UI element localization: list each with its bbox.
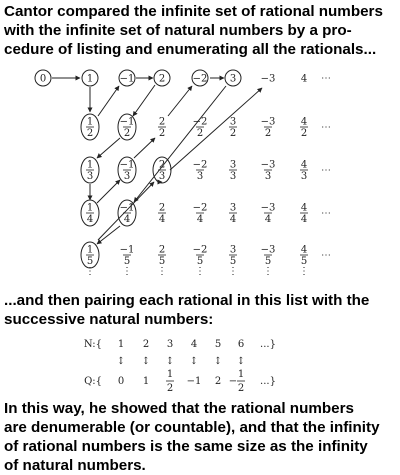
integer-cell: −2	[192, 73, 208, 85]
fraction-denominator: 2	[196, 128, 204, 139]
fraction-denominator: 3	[196, 171, 204, 182]
rationals-enumeration-grid	[0, 60, 400, 290]
integer-cell: −1	[119, 73, 135, 85]
pairing-arrow: ↕	[141, 356, 151, 367]
rational-value: −1	[186, 376, 202, 387]
fraction-denominator: 2	[158, 128, 166, 139]
fraction-numerator: 3	[229, 116, 237, 128]
row-ellipsis: ⋯	[321, 208, 331, 219]
middle-line-2: successive natural numbers:	[4, 311, 214, 328]
column-vdots: ⋮	[299, 266, 309, 277]
rational-numerator: 1	[166, 369, 174, 380]
intro-text	[4, 2, 398, 59]
natural-value: 3	[166, 339, 174, 350]
column-vdots: ⋮	[228, 266, 238, 277]
fraction-denominator: 5	[158, 256, 166, 267]
fraction-numerator: −3	[260, 116, 276, 128]
pairing-arrow: ↕	[236, 356, 246, 367]
row-ellipsis: ⋯	[321, 122, 331, 133]
column-vdots: ⋮	[85, 266, 95, 277]
middle-line-1: ...and then pairing each rational in this list with the	[4, 292, 370, 309]
fraction-denominator: 5	[264, 256, 272, 267]
integer-cell: −3	[260, 73, 276, 85]
rational-cells	[35, 70, 331, 277]
fraction-numerator: 2	[158, 202, 166, 214]
path-arrow	[133, 85, 155, 116]
column-vdots: ⋮	[122, 266, 132, 277]
intro-line-1: Cantor compared the infinite set of rational numbers	[4, 3, 383, 20]
fraction-denominator: 2	[264, 128, 272, 139]
conclusion-line-4: of natural numbers.	[4, 457, 146, 474]
fraction-numerator: 4	[300, 116, 308, 128]
fraction-denominator: 5	[123, 256, 131, 267]
conclusion-text	[4, 399, 398, 475]
fraction-numerator: 3	[229, 202, 237, 214]
path-arrow	[134, 86, 226, 202]
rational-denominator: 2	[166, 383, 174, 394]
fraction-denominator: 3	[158, 171, 166, 182]
integer-cell: 3	[229, 73, 237, 85]
fraction-denominator: 4	[86, 214, 94, 225]
rational-sign: −	[228, 376, 238, 387]
fraction-denominator: 4	[229, 214, 237, 225]
fraction-numerator: −2	[192, 116, 208, 128]
fraction-numerator: −1	[119, 116, 135, 128]
q-set-label: Q:{	[84, 376, 102, 387]
fraction-denominator: 3	[300, 171, 308, 182]
fraction-numerator: −1	[119, 202, 135, 214]
integer-cell: 1	[86, 73, 94, 85]
fraction-denominator: 2	[86, 128, 94, 139]
natural-rational-pairing	[0, 332, 400, 398]
intro-line-2: with the infinite set of natural numbers by a pro-	[4, 22, 352, 39]
fraction-denominator: 5	[229, 256, 237, 267]
fraction-denominator: 4	[300, 214, 308, 225]
fraction-numerator: −1	[119, 244, 135, 256]
fraction-numerator: −3	[260, 159, 276, 171]
fraction-numerator: 1	[86, 244, 94, 256]
path-arrow	[170, 88, 262, 170]
conclusion-line-3: of rational numbers is the same size as the infinity	[4, 438, 368, 455]
path-arrow	[97, 180, 120, 203]
fraction-numerator: −3	[260, 202, 276, 214]
column-vdots: ⋮	[263, 266, 273, 277]
fraction-denominator: 3	[264, 171, 272, 182]
rational-numerator: 1	[237, 369, 245, 380]
fraction-numerator: −2	[192, 202, 208, 214]
fraction-denominator: 3	[229, 171, 237, 182]
fraction-numerator: −3	[260, 244, 276, 256]
fraction-denominator: 4	[264, 214, 272, 225]
natural-value: 6	[237, 339, 245, 350]
fraction-numerator: −2	[192, 244, 208, 256]
fraction-denominator: 4	[158, 214, 166, 225]
pairing-arrow: ↕	[116, 356, 126, 367]
middle-text	[4, 291, 398, 329]
fraction-numerator: 2	[158, 159, 166, 171]
natural-value: 5	[214, 339, 222, 350]
fraction-denominator: 4	[196, 214, 204, 225]
conclusion-line-1: In this way, he showed that the rational numbers	[4, 400, 354, 417]
n-set-label: N:{	[83, 339, 102, 350]
fraction-numerator: 4	[300, 244, 308, 256]
intro-line-3: cedure of listing and enumerating all the rationals...	[4, 41, 377, 58]
column-vdots: ⋮	[157, 266, 167, 277]
path-arrow	[97, 138, 120, 158]
pairing-arrow: ↕	[165, 356, 175, 367]
rational-value: 1	[142, 376, 150, 387]
fraction-denominator: 5	[300, 256, 308, 267]
rational-value: 2	[214, 376, 222, 387]
conclusion-line-2: are denumerable (or countable), and that the infinity	[4, 419, 380, 436]
natural-value: 1	[117, 339, 125, 350]
pairing-arrow: ↕	[213, 356, 223, 367]
fraction-numerator: 3	[229, 244, 237, 256]
fraction-numerator: −2	[192, 159, 208, 171]
fraction-denominator: 3	[86, 171, 94, 182]
row-ellipsis: ⋯	[321, 165, 331, 176]
fraction-denominator: 4	[123, 214, 131, 225]
path-arrow	[134, 138, 155, 158]
natural-value: 2	[142, 339, 150, 350]
column-vdots: ⋮	[195, 266, 205, 277]
fraction-denominator: 5	[196, 256, 204, 267]
integer-cell: 0	[39, 73, 47, 85]
fraction-numerator: 4	[300, 202, 308, 214]
row-ellipsis: ⋯	[321, 73, 331, 84]
fraction-numerator: 2	[158, 244, 166, 256]
fraction-denominator: 2	[300, 128, 308, 139]
rational-value: 0	[117, 376, 125, 387]
n-set-tail: ...}	[260, 339, 276, 350]
pairing-arrow: ↕	[189, 356, 199, 367]
fraction-denominator: 2	[229, 128, 237, 139]
integer-cell: 2	[158, 73, 166, 85]
rational-denominator: 2	[237, 383, 245, 394]
path-arrow	[168, 86, 192, 116]
natural-value: 4	[190, 339, 198, 350]
q-set-tail: ...}	[260, 376, 276, 387]
integer-cell: 4	[300, 73, 308, 85]
fraction-numerator: −1	[119, 159, 135, 171]
fraction-numerator: 4	[300, 159, 308, 171]
fraction-numerator: 3	[229, 159, 237, 171]
fraction-numerator: 2	[158, 116, 166, 128]
fraction-denominator: 5	[86, 256, 94, 267]
fraction-numerator: 1	[86, 202, 94, 214]
fraction-numerator: 1	[86, 159, 94, 171]
fraction-denominator: 2	[123, 128, 131, 139]
fraction-denominator: 3	[123, 171, 131, 182]
row-ellipsis: ⋯	[321, 250, 331, 261]
path-arrow	[98, 86, 119, 116]
fraction-numerator: 1	[86, 116, 94, 128]
